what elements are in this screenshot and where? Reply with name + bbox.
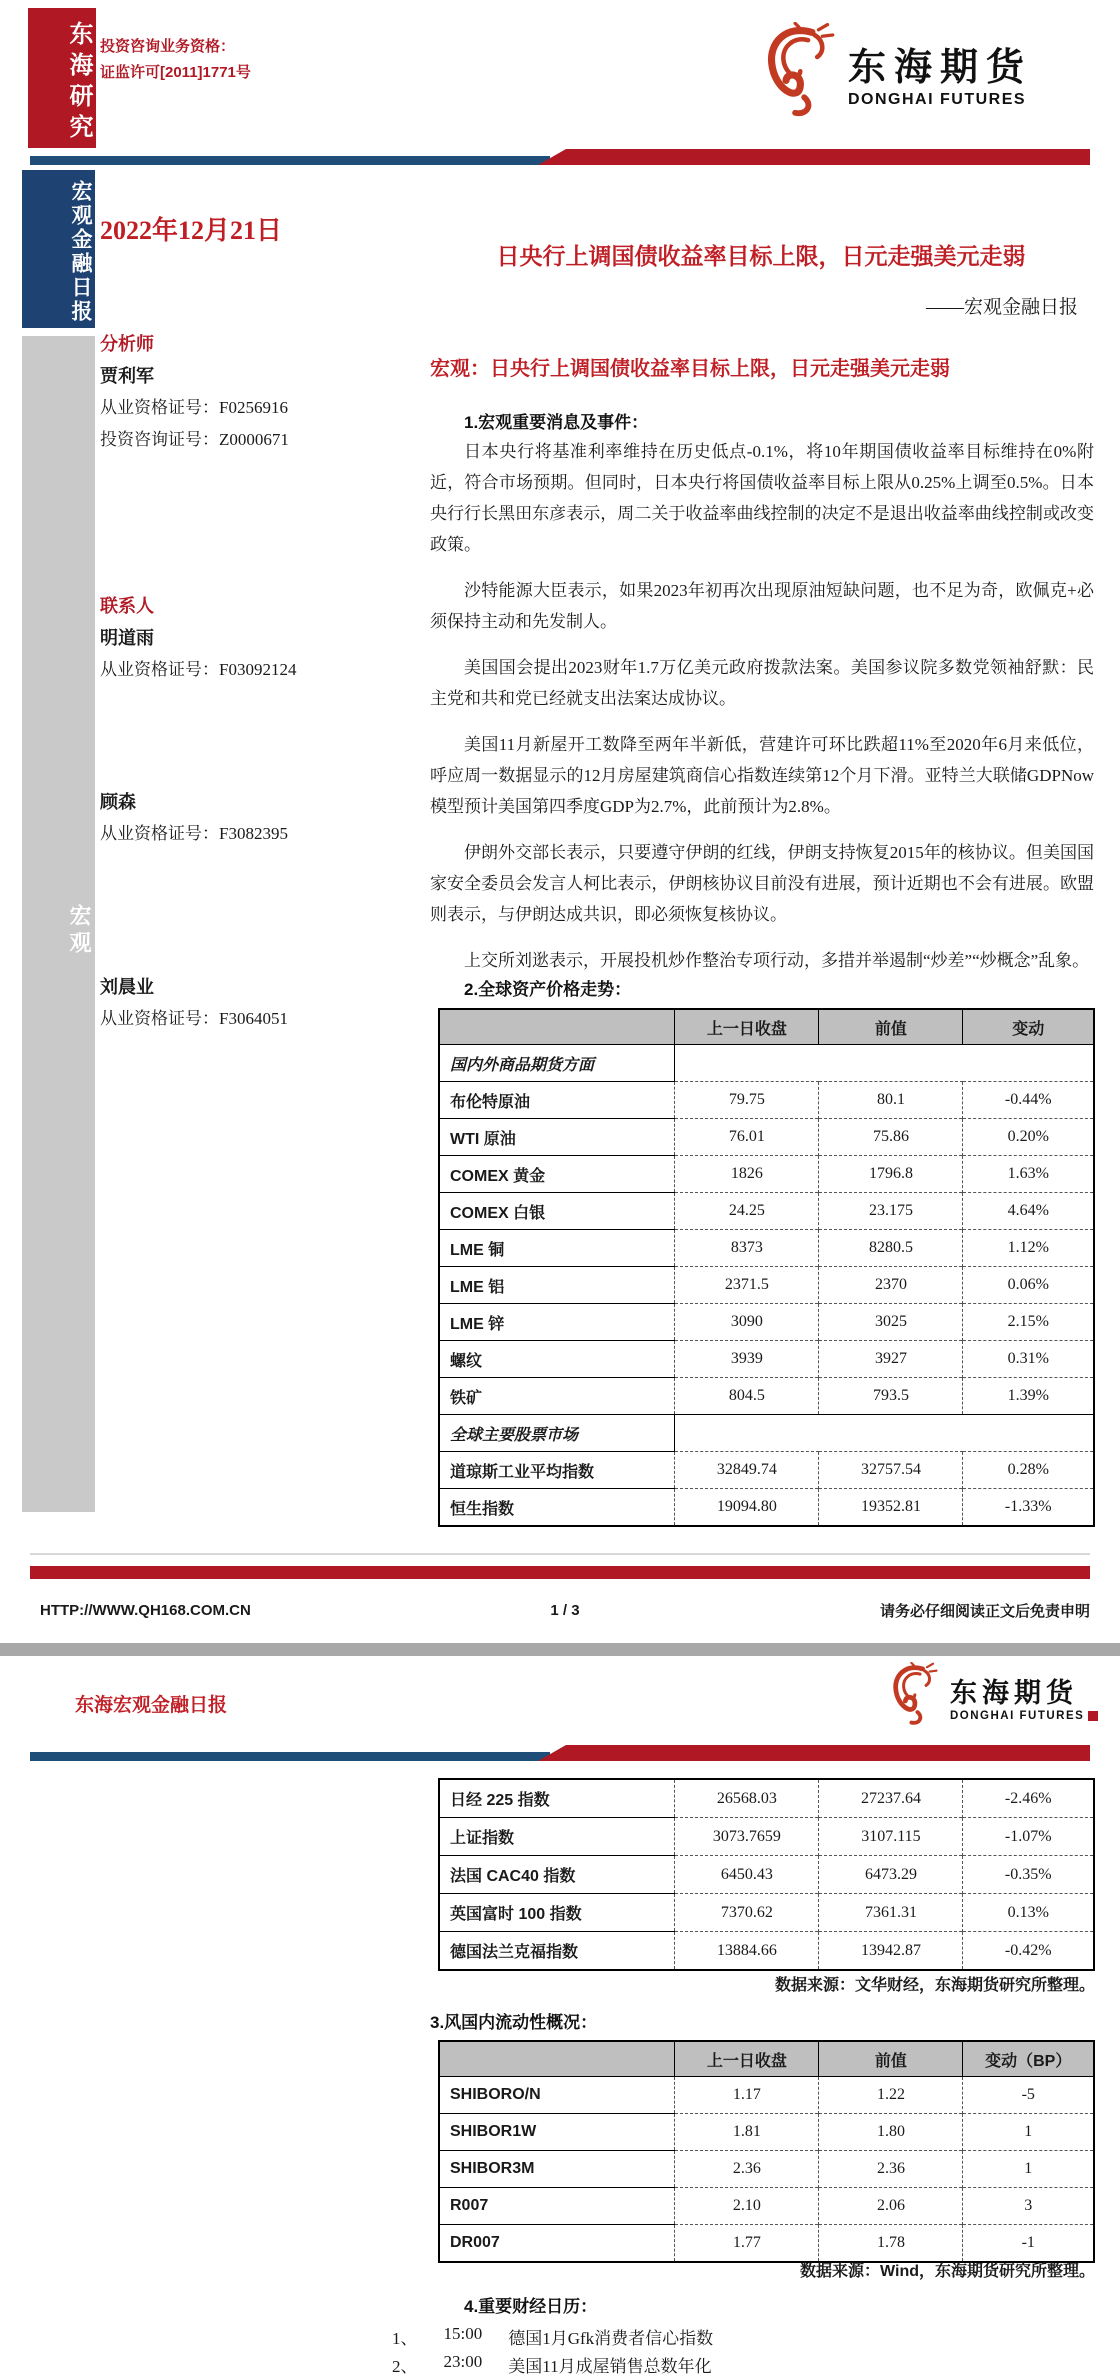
value-cell: 1.39% bbox=[963, 1378, 1094, 1415]
value-cell: 2370 bbox=[819, 1267, 963, 1304]
contact-block-1 bbox=[100, 590, 430, 686]
table-row bbox=[439, 1045, 1094, 1082]
table-row bbox=[439, 2114, 1094, 2151]
value-cell: -0.35% bbox=[963, 1856, 1094, 1894]
row-label: 螺纹 bbox=[439, 1341, 675, 1378]
paragraph: 沙特能源大臣表示，如果2023年初再次出现原油短缺问题，也不足为奇，欧佩克+必须保持主动和先发制人。 bbox=[430, 581, 1094, 631]
table-row bbox=[439, 1378, 1094, 1415]
qualification-line2: 证监许可[2011]1771号 bbox=[100, 64, 251, 81]
value-cell: 6473.29 bbox=[819, 1856, 963, 1894]
table-row bbox=[439, 1489, 1094, 1527]
value-cell: -0.44% bbox=[963, 1082, 1094, 1119]
value-cell: 4.64% bbox=[963, 1193, 1094, 1230]
table-row bbox=[439, 1779, 1094, 1818]
value-cell: 1826 bbox=[675, 1156, 819, 1193]
value-cell: 0.13% bbox=[963, 1894, 1094, 1932]
report-subtitle: ——宏观金融日报 bbox=[925, 297, 1078, 318]
report-type-banner: 宏观金融日报 bbox=[22, 170, 95, 328]
category-banner: 宏观 bbox=[22, 336, 95, 1512]
table-row bbox=[439, 2151, 1094, 2188]
value-cell: 13884.66 bbox=[675, 1932, 819, 1971]
contact-label: 联系人 bbox=[100, 596, 154, 616]
macro-news-paragraphs bbox=[430, 436, 1094, 991]
row-label: COMEX 黄金 bbox=[439, 1156, 675, 1193]
footer-page-number: 1 / 3 bbox=[550, 1602, 580, 1619]
qualification-line1: 投资咨询业务资格： bbox=[100, 38, 236, 55]
row-label: 上证指数 bbox=[439, 1818, 675, 1856]
block1-heading: 1.宏观重要消息及事件： bbox=[464, 413, 649, 432]
row-label: LME 铜 bbox=[439, 1230, 675, 1267]
row-label: 布伦特原油 bbox=[439, 1082, 675, 1119]
header-cell-empty bbox=[439, 2041, 675, 2077]
analyst-label: 分析师 bbox=[100, 334, 154, 354]
value-cell: 2.36 bbox=[819, 2151, 963, 2188]
value-cell: 1.12% bbox=[963, 1230, 1094, 1267]
calendar-event: 德国1月Gfk消费者信心指数 bbox=[508, 2329, 714, 2348]
value-cell: 2.10 bbox=[675, 2188, 819, 2225]
calendar-item-2 bbox=[392, 2352, 712, 2376]
value-cell: 1 bbox=[963, 2151, 1094, 2188]
logo-red-square bbox=[1088, 1711, 1098, 1721]
value-cell: 1.80 bbox=[819, 2114, 963, 2151]
table-row bbox=[439, 1341, 1094, 1378]
report-date: 2022年12月21日 bbox=[100, 216, 283, 245]
block4-heading: 4.重要财经日历： bbox=[464, 2297, 598, 2316]
value-cell: 1.78 bbox=[819, 2225, 963, 2263]
dragon-logo-icon bbox=[888, 1662, 940, 1731]
value-cell: 75.86 bbox=[819, 1119, 963, 1156]
calendar-item-1 bbox=[392, 2324, 713, 2349]
value-cell: -2.46% bbox=[963, 1779, 1094, 1818]
footer-disclaimer: 请务必仔细阅读正文后免责申明 bbox=[879, 1603, 1090, 1620]
value-cell: 79.75 bbox=[675, 1082, 819, 1119]
header-cell-previous: 前值 bbox=[819, 2041, 963, 2077]
table-row bbox=[439, 1452, 1094, 1489]
value-cell: 32757.54 bbox=[819, 1452, 963, 1489]
value-cell: 27237.64 bbox=[819, 1779, 963, 1818]
row-label: SHIBOR3M bbox=[439, 2151, 675, 2188]
analyst-block bbox=[100, 328, 430, 456]
row-label: 日经 225 指数 bbox=[439, 1779, 675, 1818]
table-section-label: 国内外商品期货方面 bbox=[439, 1045, 675, 1082]
table-section-label: 全球主要股票市场 bbox=[439, 1415, 675, 1452]
header-cell-empty bbox=[439, 1009, 675, 1045]
value-cell: 3090 bbox=[675, 1304, 819, 1341]
paragraph: 日本央行将基准利率维持在历史低点-0.1%，将10年期国债收益率目标维持在0%附近，符合市场预期。但同时，日本央行将国债收益率目标上限从0.25%上调至0.5%。日本央行行长黑田东彦表示，周二关于收益率曲线控制的决定不是退出收益率曲线控制或改变政策。 bbox=[430, 442, 1094, 554]
row-label: WTI 原油 bbox=[439, 1119, 675, 1156]
logo-english-text: DONGHAI FUTURES bbox=[950, 1710, 1098, 1722]
paragraph: 美国国会提出2023财年1.7万亿美元政府拨款法案。美国参议院多数党领袖舒默：民主党和共和党已经就支出法案达成协议。 bbox=[430, 658, 1094, 708]
page-separator bbox=[0, 1643, 1120, 1656]
value-cell: 1.22 bbox=[819, 2077, 963, 2114]
table-header-row bbox=[439, 2041, 1094, 2077]
header-cell-lastclose: 上一日收盘 bbox=[675, 2041, 819, 2077]
logo-english-text: DONGHAI FUTURES bbox=[848, 91, 1027, 108]
table-row bbox=[439, 1193, 1094, 1230]
contact-block-3 bbox=[100, 971, 430, 1035]
value-cell: 3025 bbox=[819, 1304, 963, 1341]
value-cell: 24.25 bbox=[675, 1193, 819, 1230]
footer-thin-rule bbox=[30, 1553, 1090, 1555]
table-row bbox=[439, 1415, 1094, 1452]
row-label: DR007 bbox=[439, 2225, 675, 2263]
calendar-time: 15:00 bbox=[443, 2324, 483, 2343]
value-cell: 3107.115 bbox=[819, 1818, 963, 1856]
contact-cert: 从业资格证号：F3064051 bbox=[100, 1009, 288, 1028]
section-spacer-cell bbox=[675, 1045, 1094, 1082]
page2-header-title: 东海宏观金融日报 bbox=[75, 1695, 228, 1716]
contact-block-2 bbox=[100, 786, 430, 850]
table-row bbox=[439, 1818, 1094, 1856]
row-label: COMEX 白银 bbox=[439, 1193, 675, 1230]
source-note-2: 数据来源：Wind，东海期货研究所整理。 bbox=[800, 2263, 1095, 2280]
header-cell-change: 变动 bbox=[963, 1009, 1094, 1045]
value-cell: -1 bbox=[963, 2225, 1094, 2263]
contact-cert: 从业资格证号：F3082395 bbox=[100, 824, 288, 843]
value-cell: 1.63% bbox=[963, 1156, 1094, 1193]
analyst-cert-2: 投资咨询证号：Z0000671 bbox=[100, 430, 289, 449]
value-cell: 8373 bbox=[675, 1230, 819, 1267]
row-label: LME 锌 bbox=[439, 1304, 675, 1341]
value-cell: 0.31% bbox=[963, 1341, 1094, 1378]
value-cell: 19352.81 bbox=[819, 1489, 963, 1527]
contact-cert: 从业资格证号：F03092124 bbox=[100, 660, 297, 679]
value-cell: 1 bbox=[963, 2114, 1094, 2151]
footer-red-bar bbox=[30, 1566, 1090, 1579]
value-cell: 23.175 bbox=[819, 1193, 963, 1230]
table-row bbox=[439, 2077, 1094, 2114]
value-cell: 1.17 bbox=[675, 2077, 819, 2114]
calendar-number: 2、 bbox=[392, 2357, 418, 2376]
value-cell: 26568.03 bbox=[675, 1779, 819, 1818]
row-label: 道琼斯工业平均指数 bbox=[439, 1452, 675, 1489]
table-row bbox=[439, 1932, 1094, 1971]
value-cell: 7361.31 bbox=[819, 1894, 963, 1932]
table-row bbox=[439, 1082, 1094, 1119]
table-row bbox=[439, 1894, 1094, 1932]
analyst-cert-1: 从业资格证号：F0256916 bbox=[100, 398, 288, 417]
row-label: 法国 CAC40 指数 bbox=[439, 1856, 675, 1894]
contact-name: 刘晨业 bbox=[100, 977, 154, 997]
value-cell: 2.15% bbox=[963, 1304, 1094, 1341]
header-cell-previous: 前值 bbox=[819, 1009, 963, 1045]
paragraph: 伊朗外交部长表示，只要遵守伊朗的红线，伊朗支持恢复2015年的核协议。但美国国家安全委员会发言人柯比表示，伊朗核协议目前没有进展，预计近期也不会有进展。欧盟则表示，与伊朗达成共识，即必须恢复核协议。 bbox=[430, 843, 1094, 924]
table-row bbox=[439, 1119, 1094, 1156]
header-divider-blue bbox=[30, 156, 550, 165]
block3-heading: 3.风国内流动性概况： bbox=[430, 2013, 598, 2032]
calendar-number: 1、 bbox=[392, 2329, 418, 2348]
value-cell: 1.81 bbox=[675, 2114, 819, 2151]
qualification-block bbox=[100, 34, 251, 86]
value-cell: -0.42% bbox=[963, 1932, 1094, 1971]
value-cell: 3927 bbox=[819, 1341, 963, 1378]
analyst-name: 贾利军 bbox=[100, 366, 154, 386]
value-cell: 3 bbox=[963, 2188, 1094, 2225]
table-header-row bbox=[439, 1009, 1094, 1045]
footer-url: HTTP://WWW.QH168.COM.CN bbox=[40, 1602, 251, 1619]
value-cell: 19094.80 bbox=[675, 1489, 819, 1527]
header-cell-lastclose: 上一日收盘 bbox=[675, 1009, 819, 1045]
company-logo bbox=[760, 22, 1032, 123]
row-label: 恒生指数 bbox=[439, 1489, 675, 1527]
value-cell: 32849.74 bbox=[675, 1452, 819, 1489]
liquidity-table bbox=[438, 2040, 1095, 2263]
dragon-logo-icon bbox=[760, 22, 838, 123]
value-cell: -5 bbox=[963, 2077, 1094, 2114]
header-divider-red bbox=[538, 149, 1090, 165]
value-cell: 7370.62 bbox=[675, 1894, 819, 1932]
macro-section-heading: 宏观：日央行上调国债收益率目标上限，日元走强美元走弱 bbox=[430, 358, 950, 380]
value-cell: 1.77 bbox=[675, 2225, 819, 2263]
paragraph: 美国11月新屋开工数降至两年半新低，营建许可环比跌超11%至2020年6月来低位，呼应周一数据显示的12月房屋建筑商信心指数连续第12个月下滑。亚特兰大联储GDPNow模型预计美国第四季度GDP为2.7%，此前预计为2.8%。 bbox=[430, 735, 1094, 816]
page2-divider-blue bbox=[30, 1752, 550, 1761]
row-label: 英国富时 100 指数 bbox=[439, 1894, 675, 1932]
table-row bbox=[439, 1230, 1094, 1267]
value-cell: 1796.8 bbox=[819, 1156, 963, 1193]
row-label: SHIBORO/N bbox=[439, 2077, 675, 2114]
value-cell: 80.1 bbox=[819, 1082, 963, 1119]
company-logo-page2 bbox=[888, 1662, 1098, 1731]
table-row bbox=[439, 1156, 1094, 1193]
value-cell: -1.33% bbox=[963, 1489, 1094, 1527]
value-cell: 0.20% bbox=[963, 1119, 1094, 1156]
row-label: 铁矿 bbox=[439, 1378, 675, 1415]
contact-name: 明道雨 bbox=[100, 628, 154, 648]
logo-chinese-text: 东海期货 bbox=[848, 47, 1033, 89]
research-banner: 东海研究 bbox=[28, 8, 96, 148]
source-note-1: 数据来源：文华财经，东海期货研究所整理。 bbox=[774, 1977, 1095, 1994]
block2-heading: 2.全球资产价格走势： bbox=[464, 980, 632, 999]
row-label: 德国法兰克福指数 bbox=[439, 1932, 675, 1971]
row-label: SHIBOR1W bbox=[439, 2114, 675, 2151]
header-cell-change-bp: 变动（BP） bbox=[963, 2041, 1094, 2077]
paragraph: 上交所刘逖表示，开展投机炒作整治专项行动，多措并举遏制“炒差”“炒概念”乱象。 bbox=[464, 951, 1090, 970]
value-cell: 2.06 bbox=[819, 2188, 963, 2225]
asset-price-table-continued bbox=[438, 1778, 1095, 1971]
table-row bbox=[439, 2188, 1094, 2225]
contact-name: 顾森 bbox=[100, 792, 136, 812]
calendar-event: 美国11月成屋销售总数年化 bbox=[508, 2357, 712, 2376]
table-row bbox=[439, 1304, 1094, 1341]
value-cell: 8280.5 bbox=[819, 1230, 963, 1267]
value-cell: 793.5 bbox=[819, 1378, 963, 1415]
row-label: LME 铝 bbox=[439, 1267, 675, 1304]
value-cell: 0.06% bbox=[963, 1267, 1094, 1304]
value-cell: 6450.43 bbox=[675, 1856, 819, 1894]
page2-divider-red bbox=[538, 1745, 1090, 1761]
value-cell: 804.5 bbox=[675, 1378, 819, 1415]
logo-chinese-text: 东海期货 bbox=[950, 1678, 1078, 1708]
report-title: 日央行上调国债收益率目标上限，日元走强美元走弱 bbox=[496, 243, 1026, 269]
calendar-time: 23:00 bbox=[443, 2352, 483, 2371]
value-cell: 13942.87 bbox=[819, 1932, 963, 1971]
value-cell: 76.01 bbox=[675, 1119, 819, 1156]
table-row bbox=[439, 1267, 1094, 1304]
asset-price-table bbox=[438, 1008, 1095, 1527]
value-cell: 3939 bbox=[675, 1341, 819, 1378]
table-row bbox=[439, 2225, 1094, 2263]
footer bbox=[30, 1600, 1090, 1621]
value-cell: 3073.7659 bbox=[675, 1818, 819, 1856]
value-cell: 0.28% bbox=[963, 1452, 1094, 1489]
section-spacer-cell bbox=[675, 1415, 1094, 1452]
value-cell: -1.07% bbox=[963, 1818, 1094, 1856]
row-label: R007 bbox=[439, 2188, 675, 2225]
value-cell: 2371.5 bbox=[675, 1267, 819, 1304]
table-row bbox=[439, 1856, 1094, 1894]
value-cell: 2.36 bbox=[675, 2151, 819, 2188]
